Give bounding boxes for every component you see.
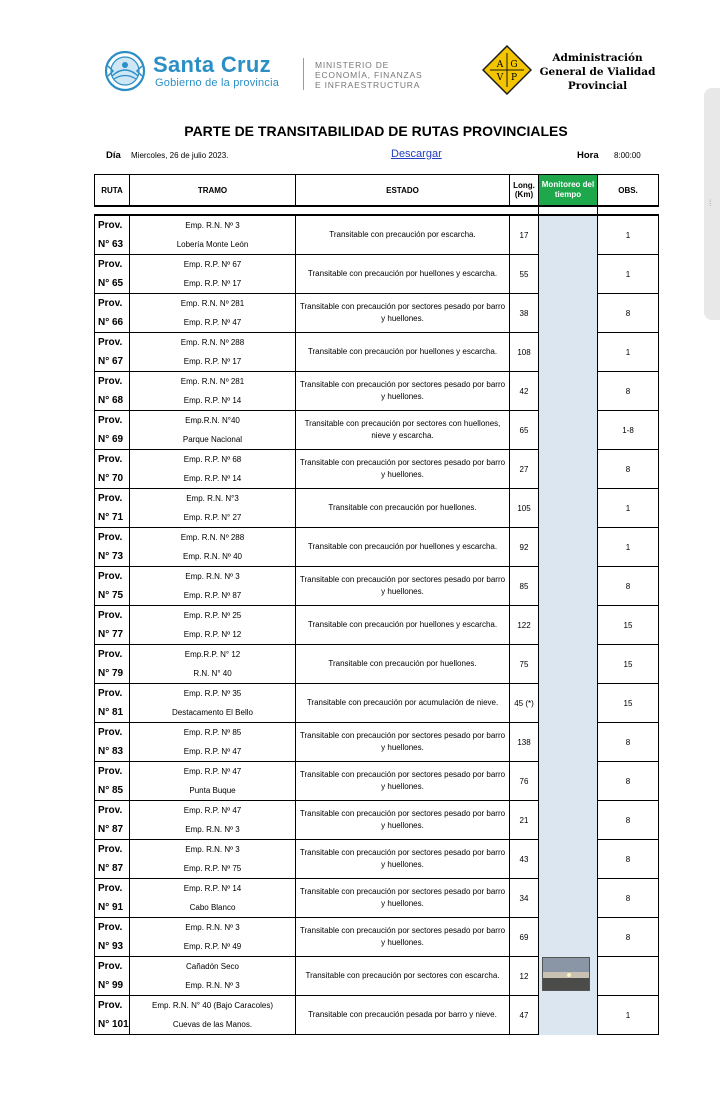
document-title: PARTE DE TRANSITABILIDAD DE RUTAS PROVINCIALES: [184, 123, 568, 139]
table-row: [95, 489, 659, 528]
tramo-cell: [130, 215, 296, 255]
tramo-to: Lobería Monte León: [176, 240, 249, 249]
route-number: N° 85: [98, 785, 124, 796]
tramo-cell: [130, 489, 296, 528]
ministry-line-3: E INFRAESTRUCTURA: [315, 80, 421, 90]
obs-cell: 8: [598, 567, 659, 606]
agvp-title-line-1: Administración: [552, 52, 643, 64]
tramo-from: Emp. R.N. Nº 3: [185, 845, 240, 854]
tramo-from: Emp. R.N. N° 40 (Bajo Caracoles): [151, 1001, 273, 1010]
table-row: [95, 606, 659, 645]
scroll-grip-icon: ⁞: [709, 198, 712, 208]
table-row: [95, 957, 659, 996]
route-prov: Prov.: [98, 727, 123, 738]
weather-monitor-cell: [539, 411, 598, 450]
tramo-cell: [130, 918, 296, 957]
estado-cell: Transitable con precaución por sectores pesado por barro y huellones.: [296, 762, 510, 801]
obs-cell: 8: [598, 762, 659, 801]
estado-cell: Transitable con precaución por huellones.: [296, 489, 510, 528]
header-divider: [303, 58, 304, 90]
route-cell: [95, 840, 130, 879]
estado-cell: Transitable con precaución por huellones y escarcha.: [296, 606, 510, 645]
tramo-from: Emp.R.P. N° 12: [184, 650, 241, 659]
table-row: [95, 918, 659, 957]
agvp-title-line-3: Provincial: [567, 80, 628, 92]
tramo-to: R.N. N° 40: [193, 669, 232, 678]
time-label: Hora: [577, 150, 599, 161]
route-prov: Prov.: [98, 571, 123, 582]
weather-monitor-cell: [539, 684, 598, 723]
page-header: [0, 0, 720, 110]
route-cell: [95, 450, 130, 489]
route-prov: Prov.: [98, 1000, 123, 1011]
estado-cell: Transitable con precaución por sectores pesado por barro y huellones.: [296, 294, 510, 333]
weather-monitor-cell: [539, 723, 598, 762]
weather-monitor-cell: [539, 489, 598, 528]
route-prov: Prov.: [98, 376, 123, 387]
route-cell: [95, 567, 130, 606]
table-row: [95, 294, 659, 333]
route-prov: Prov.: [98, 922, 123, 933]
weather-monitor-cell: [539, 333, 598, 372]
route-number: N° 66: [98, 317, 124, 328]
tramo-to: Emp. R.P. Nº 75: [183, 864, 242, 873]
obs-cell: 15: [598, 684, 659, 723]
route-cell: [95, 333, 130, 372]
agvp-title-line-2: General de Vialidad: [539, 66, 656, 78]
route-prov: Prov.: [98, 649, 123, 660]
obs-cell: 8: [598, 372, 659, 411]
estado-cell: Transitable con precaución por sectores pesado por barro y huellones.: [296, 450, 510, 489]
length-cell: 122: [510, 606, 539, 645]
estado-cell: Transitable con precaución por sectores pesado por barro y huellones.: [296, 801, 510, 840]
length-cell: 12: [510, 957, 539, 996]
estado-cell: Transitable con precaución por sectores pesado por barro y huellones.: [296, 372, 510, 411]
weather-monitor-cell: [539, 528, 598, 567]
route-number: N° 70: [98, 473, 124, 484]
table-header-row: [95, 175, 659, 207]
download-link[interactable]: Descargar: [391, 148, 442, 160]
table-row: [95, 255, 659, 294]
table-row: [95, 996, 659, 1035]
tramo-from: Emp. R.P. Nº 25: [183, 611, 242, 620]
length-cell: 55: [510, 255, 539, 294]
route-number: N° 87: [98, 863, 124, 874]
tramo-cell: [130, 996, 296, 1035]
weather-monitor-cell: [539, 567, 598, 606]
route-prov: Prov.: [98, 844, 123, 855]
tramo-from: Emp. R.P. Nº 67: [183, 260, 242, 269]
routes-table: [94, 174, 659, 1035]
tramo-from: Emp. R.P. Nº 85: [183, 728, 242, 737]
tramo-to: Emp. R.P. Nº 47: [183, 318, 242, 327]
estado-cell: Transitable con precaución por sectores pesado por barro y huellones.: [296, 918, 510, 957]
col-header-obs: OBS.: [598, 175, 659, 207]
table-row: [95, 840, 659, 879]
route-cell: [95, 372, 130, 411]
route-cell: [95, 957, 130, 996]
route-number: N° 69: [98, 434, 124, 445]
route-number: N° 93: [98, 941, 124, 952]
weather-monitor-cell: [539, 879, 598, 918]
route-prov: Prov.: [98, 961, 123, 972]
table-row: [95, 215, 659, 255]
tramo-from: Emp. R.N. Nº 3: [185, 923, 240, 932]
route-cell: [95, 762, 130, 801]
weather-monitor-cell: [539, 606, 598, 645]
tramo-cell: [130, 411, 296, 450]
route-number: N° 87: [98, 824, 124, 835]
tramo-to: Emp. R.N. Nº 40: [183, 552, 242, 561]
tramo-to: Emp. R.P. Nº 14: [183, 396, 242, 405]
table-row: [95, 801, 659, 840]
route-number: N° 73: [98, 551, 124, 562]
route-number: N° 83: [98, 746, 124, 757]
agvp-letter-g: G: [510, 60, 518, 70]
estado-cell: Transitable con precaución por acumulación de nieve.: [296, 684, 510, 723]
tramo-from: Emp. R.P. Nº 14: [183, 884, 242, 893]
header-spacer-row: [95, 206, 659, 215]
tramo-to: Cabo Blanco: [189, 903, 236, 912]
weather-monitor-cell: [539, 255, 598, 294]
obs-cell: 8: [598, 294, 659, 333]
length-cell: 108: [510, 333, 539, 372]
estado-cell: Transitable con precaución por huellones y escarcha.: [296, 528, 510, 567]
weather-monitor-cell: [539, 372, 598, 411]
route-prov: Prov.: [98, 532, 123, 543]
tramo-from: Emp. R.N. Nº 3: [185, 221, 240, 230]
weather-monitor-cell: [539, 294, 598, 333]
agvp-title: [535, 51, 660, 93]
ministry-line-1: MINISTERIO DE: [315, 60, 390, 70]
agvp-letter-a: A: [496, 60, 504, 70]
agvp-letter-v: V: [496, 73, 504, 83]
tramo-from: Emp. R.P. Nº 35: [183, 689, 242, 698]
obs-cell: 1: [598, 489, 659, 528]
length-cell: 76: [510, 762, 539, 801]
estado-cell: Transitable con precaución por huellones y escarcha.: [296, 333, 510, 372]
length-cell: 47: [510, 996, 539, 1035]
col-header-long-bottom: (Km): [514, 190, 534, 199]
tramo-to: Emp. R.N. Nº 3: [185, 825, 240, 834]
tramo-from: Emp. R.N. Nº 3: [185, 572, 240, 581]
route-number: N° 99: [98, 980, 124, 991]
weather-monitor-cell: [539, 801, 598, 840]
agvp-logo-icon: [482, 45, 532, 95]
tramo-cell: [130, 684, 296, 723]
length-cell: 17: [510, 215, 539, 255]
route-prov: Prov.: [98, 688, 123, 699]
route-cell: [95, 723, 130, 762]
col-header-ruta: RUTA: [95, 175, 130, 207]
route-prov: Prov.: [98, 259, 123, 270]
route-cell: [95, 645, 130, 684]
obs-cell: 1: [598, 255, 659, 294]
ministry-line-2: ECONOMÍA, FINANZAS: [315, 70, 423, 80]
route-cell: [95, 801, 130, 840]
tramo-to: Emp. R.P. Nº 17: [183, 279, 242, 288]
route-number: N° 81: [98, 707, 124, 718]
tramo-from: Emp. R.N. Nº 288: [180, 533, 245, 542]
col-header-monitoreo: [539, 175, 598, 207]
obs-cell: 1: [598, 996, 659, 1035]
route-prov: Prov.: [98, 415, 123, 426]
tramo-from: Emp. R.N. N°3: [186, 494, 239, 503]
col-header-tramo: TRAMO: [130, 175, 296, 207]
route-cell: [95, 489, 130, 528]
tramo-cell: [130, 645, 296, 684]
route-prov: Prov.: [98, 805, 123, 816]
col-header-estado: ESTADO: [296, 175, 510, 207]
route-number: N° 91: [98, 902, 124, 913]
table-row: [95, 450, 659, 489]
route-number: N° 65: [98, 278, 124, 289]
length-cell: 105: [510, 489, 539, 528]
weather-monitor-cell: [539, 840, 598, 879]
length-cell: 27: [510, 450, 539, 489]
tramo-from: Emp. R.P. Nº 68: [183, 455, 242, 464]
length-cell: 75: [510, 645, 539, 684]
route-number: N° 68: [98, 395, 124, 406]
obs-cell: 8: [598, 801, 659, 840]
tramo-to: Emp. R.P. Nº 14: [183, 474, 242, 483]
weather-monitor-cell: [539, 215, 598, 255]
table-row: [95, 567, 659, 606]
tramo-cell: [130, 255, 296, 294]
route-number: N° 67: [98, 356, 124, 367]
route-cell: [95, 918, 130, 957]
weather-monitor-cell: [539, 918, 598, 957]
tramo-cell: [130, 606, 296, 645]
obs-cell: 8: [598, 840, 659, 879]
estado-cell: Transitable con precaución por huellones.: [296, 645, 510, 684]
col-header-monitoreo-top: Monitoreo del: [541, 180, 595, 189]
estado-cell: Transitable con precaución por escarcha.: [296, 215, 510, 255]
tramo-to: Cuevas de las Manos.: [172, 1020, 253, 1029]
tramo-from: Cañadón Seco: [186, 962, 239, 971]
tramo-from: Emp. R.N. Nº 288: [180, 338, 245, 347]
tramo-cell: [130, 840, 296, 879]
col-header-long-top: Long.: [513, 181, 535, 190]
weather-monitor-cell: [539, 450, 598, 489]
page-scrollbar[interactable]: [704, 88, 720, 320]
tramo-from: Emp. R.N. Nº 281: [180, 299, 245, 308]
table-row: [95, 411, 659, 450]
obs-cell: 1: [598, 333, 659, 372]
col-header-long: [510, 175, 539, 207]
col-header-monitoreo-bottom: tiempo: [554, 190, 582, 199]
tramo-to: Destacamento El Bello: [172, 708, 253, 717]
route-cell: [95, 255, 130, 294]
table-row: [95, 879, 659, 918]
obs-cell: 1: [598, 215, 659, 255]
obs-cell: 8: [598, 918, 659, 957]
obs-cell: 1-8: [598, 411, 659, 450]
tramo-to: Emp. R.N. Nº 3: [185, 981, 240, 990]
route-number: N° 77: [98, 629, 124, 640]
route-prov: Prov.: [98, 610, 123, 621]
estado-cell: Transitable con precaución por huellones y escarcha.: [296, 255, 510, 294]
tramo-cell: [130, 372, 296, 411]
length-cell: 45 (*): [510, 684, 539, 723]
obs-cell: 15: [598, 606, 659, 645]
route-prov: Prov.: [98, 493, 123, 504]
weather-monitor-cell: [539, 762, 598, 801]
length-cell: 85: [510, 567, 539, 606]
table-row: [95, 528, 659, 567]
length-cell: 65: [510, 411, 539, 450]
estado-cell: Transitable con precaución por sectores con escarcha.: [296, 957, 510, 996]
length-cell: 43: [510, 840, 539, 879]
tramo-from: Emp. R.P. Nº 47: [183, 806, 242, 815]
gov-subtitle: Gobierno de la provincia: [155, 77, 280, 89]
weather-monitor-cell: [539, 645, 598, 684]
route-cell: [95, 684, 130, 723]
length-cell: 42: [510, 372, 539, 411]
route-number: N° 71: [98, 512, 124, 523]
route-cell: [95, 411, 130, 450]
route-prov: Prov.: [98, 454, 123, 465]
length-cell: 34: [510, 879, 539, 918]
estado-cell: Transitable con precaución por sectores pesado por barro y huellones.: [296, 840, 510, 879]
obs-cell: 15: [598, 645, 659, 684]
route-cell: [95, 879, 130, 918]
route-cell: [95, 996, 130, 1035]
weather-monitor-cell: [539, 996, 598, 1035]
route-number: N° 75: [98, 590, 124, 601]
table-body: [95, 215, 659, 1035]
table-row: [95, 762, 659, 801]
routes-table-wrapper: [94, 174, 659, 1035]
gov-name: Santa Cruz: [153, 52, 271, 77]
obs-cell: 8: [598, 723, 659, 762]
tramo-to: Punta Buque: [189, 786, 236, 795]
tramo-cell: [130, 528, 296, 567]
obs-cell: 1: [598, 528, 659, 567]
route-prov: Prov.: [98, 220, 123, 231]
route-cell: [95, 294, 130, 333]
tramo-to: Emp. R.P. Nº 87: [183, 591, 242, 600]
table-row: [95, 333, 659, 372]
tramo-from: Emp.R.N. N°40: [185, 416, 240, 425]
length-cell: 21: [510, 801, 539, 840]
estado-cell: Transitable con precaución por sectores pesado por barro y huellones.: [296, 879, 510, 918]
time-value: 8:00:00: [614, 151, 641, 160]
route-prov: Prov.: [98, 766, 123, 777]
tramo-to: Emp. R.P. Nº 47: [183, 747, 242, 756]
tramo-to: Parque Nacional: [182, 435, 243, 444]
obs-cell: 8: [598, 450, 659, 489]
length-cell: 69: [510, 918, 539, 957]
route-prov: Prov.: [98, 883, 123, 894]
day-value: Miercoles, 26 de julio 2023.: [131, 151, 229, 160]
tramo-to: Emp. R.P. Nº 17: [183, 357, 242, 366]
tramo-to: Emp. R.P. N° 27: [183, 513, 242, 522]
santa-cruz-emblem-icon: [104, 50, 146, 92]
route-number: N° 101: [98, 1019, 129, 1030]
length-cell: 138: [510, 723, 539, 762]
route-cell: [95, 215, 130, 255]
length-cell: 92: [510, 528, 539, 567]
table-row: [95, 372, 659, 411]
table-row: [95, 645, 659, 684]
tramo-to: Emp. R.P. Nº 49: [183, 942, 242, 951]
tramo-from: Emp. R.P. Nº 47: [183, 767, 242, 776]
tramo-cell: [130, 762, 296, 801]
estado-cell: Transitable con precaución pesada por barro y nieve.: [296, 996, 510, 1035]
length-cell: 38: [510, 294, 539, 333]
route-number: N° 63: [98, 239, 124, 250]
route-cell: [95, 606, 130, 645]
tramo-cell: [130, 294, 296, 333]
estado-cell: Transitable con precaución por sectores pesado por barro y huellones.: [296, 723, 510, 762]
weather-camera-thumbnail-icon[interactable]: [542, 957, 590, 991]
tramo-cell: [130, 801, 296, 840]
tramo-cell: [130, 957, 296, 996]
route-number: N° 79: [98, 668, 124, 679]
tramo-to: Emp. R.P. Nº 12: [183, 630, 242, 639]
tramo-cell: [130, 879, 296, 918]
tramo-cell: [130, 333, 296, 372]
route-cell: [95, 528, 130, 567]
tramo-from: Emp. R.N. Nº 281: [180, 377, 245, 386]
tramo-cell: [130, 567, 296, 606]
table-row: [95, 684, 659, 723]
obs-cell: [598, 957, 659, 996]
estado-cell: Transitable con precaución por sectores con huellones, nieve y escarcha.: [296, 411, 510, 450]
obs-cell: 8: [598, 879, 659, 918]
estado-cell: Transitable con precaución por sectores pesado por barro y huellones.: [296, 567, 510, 606]
tramo-cell: [130, 450, 296, 489]
route-prov: Prov.: [98, 298, 123, 309]
day-label: Día: [106, 150, 121, 161]
weather-monitor-cell: [539, 957, 598, 996]
tramo-cell: [130, 723, 296, 762]
agvp-letter-p: P: [510, 73, 518, 83]
route-prov: Prov.: [98, 337, 123, 348]
table-row: [95, 723, 659, 762]
